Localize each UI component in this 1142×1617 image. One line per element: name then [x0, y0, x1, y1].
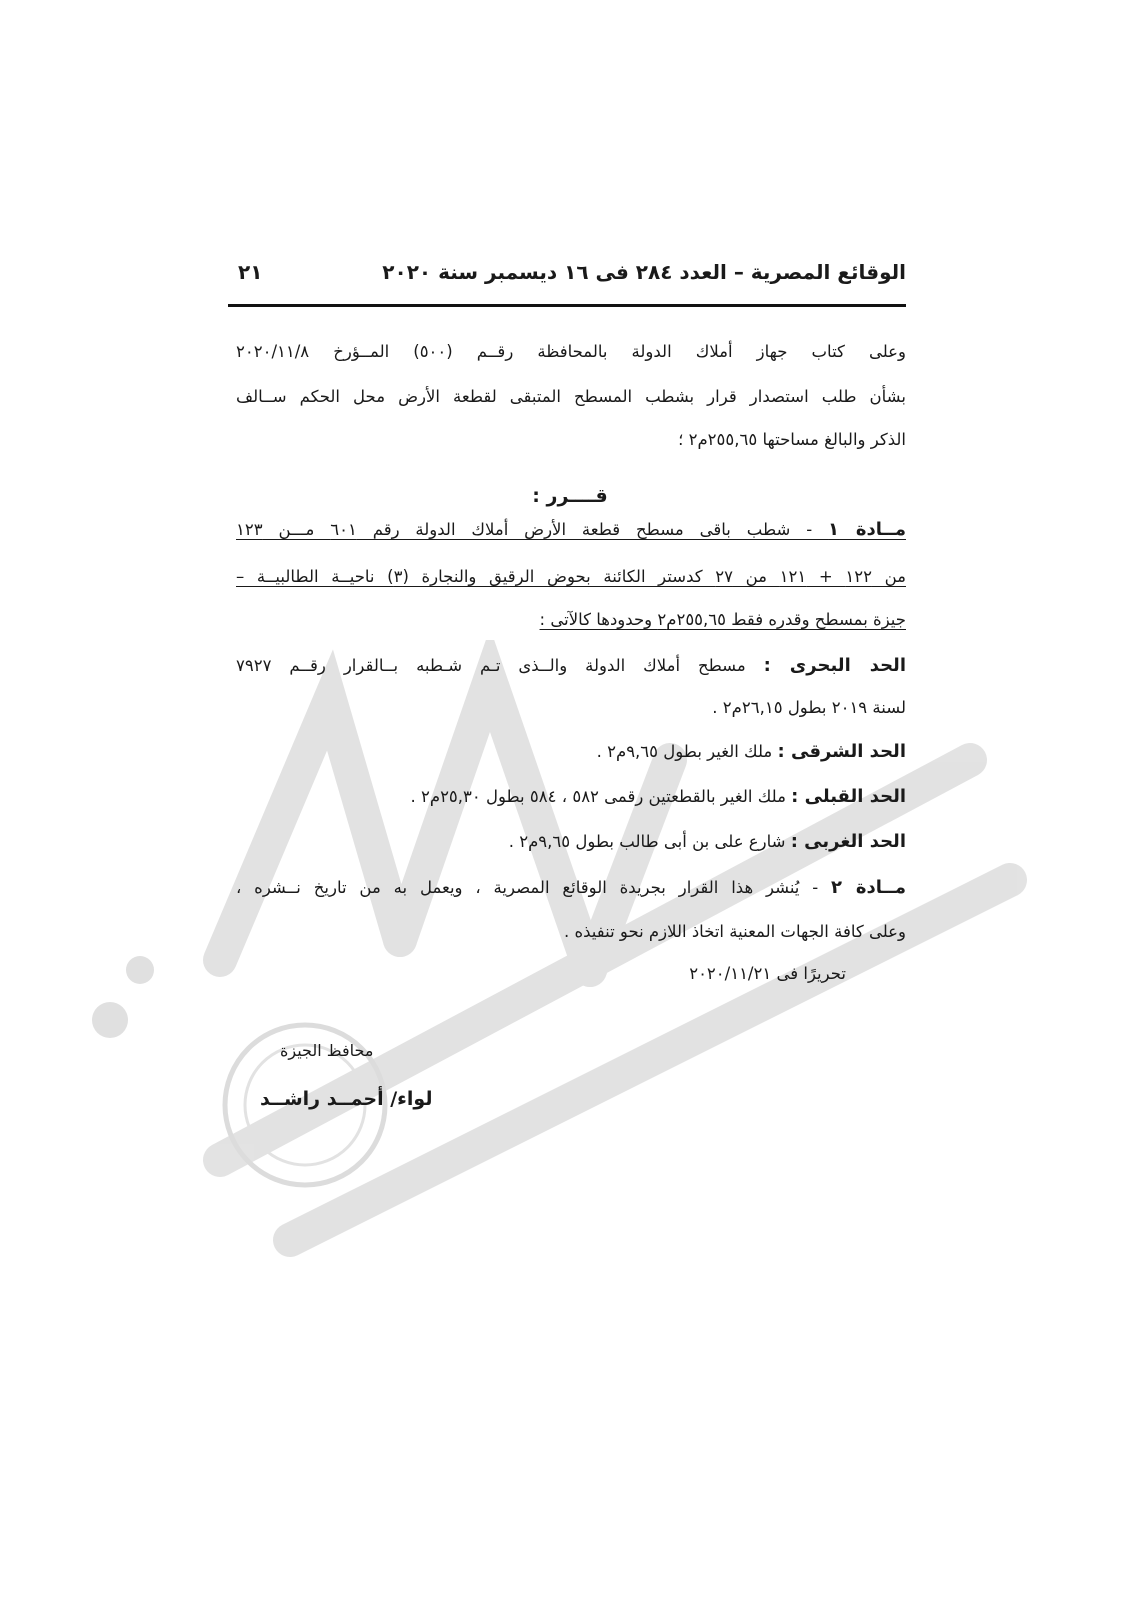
article-1-line-3: جيزة بمسطح وقدره فقط ٢٥٥,٦٥م٢ وحدودها كالآتى : [539, 610, 906, 629]
boundary-south [410, 785, 906, 809]
preamble-line-1: وعلى كتاب جهاز أملاك الدولة بالمحافظة رقــم (٥٠٠) المــؤرخ ٢٠٢٠/١١/٨ [236, 342, 906, 361]
boundary-north-text: مسطح أملاك الدولة والــذى تـم شـطبه بــالقرار رقــم ٧٩٢٧ [236, 656, 764, 675]
boundary-north-line-2: لسنة ٢٠١٩ بطول ٢٦,١٥م٢ . [712, 698, 906, 717]
boundary-north-label: الحد البحرى : [763, 655, 906, 676]
article-1-line-2: من ١٢٢ + ١٢١ من ٢٧ كدستر الكائنة بحوض الرقيق والنجارة (٣) ناحيــة الطالبيــة – [236, 567, 906, 586]
decree-heading: قــــرر : [532, 485, 608, 507]
article-1-label: مــادة ١ [828, 519, 906, 540]
boundary-east [597, 740, 906, 764]
boundary-west-text: شارع على بن أبى طالب بطول ٩,٦٥م٢ . [508, 832, 791, 851]
signature-title: محافظ الجيزة [280, 1041, 374, 1060]
page-header [228, 258, 906, 298]
header-title: الوقائع المصرية – العدد ٢٨٤ فى ١٦ ديسمبر سنة ٢٠٢٠ [382, 260, 906, 284]
preamble-line-2: بشأن طلب استصدار قرار بشطب المسطح المتبقى لقطعة الأرض محل الحكم ســالف [236, 387, 906, 406]
signature-name: لواء/ أحمــد راشــد [260, 1088, 433, 1110]
article-2-line-2: وعلى كافة الجهات المعنية اتخاذ اللازم نحو تنفيذه . [563, 922, 906, 941]
boundary-north-line-1 [236, 654, 906, 678]
preamble-line-3: الذكر والبالغ مساحتها ٢٥٥,٦٥م٢ ؛ [678, 430, 906, 449]
article-2-label: مــادة ٢ [831, 877, 906, 898]
article-1-line-1 [236, 518, 906, 542]
article-2-text: - يُنشر هذا القرار بجريدة الوقائع المصرية ، ويعمل به من تاريخ نــشره ، [236, 878, 832, 897]
page-number: ٢١ [238, 260, 263, 284]
article-2-line-1 [236, 876, 906, 900]
article-1-text: - شطب باقى مسطح قطعة الأرض أملاك الدولة رقم ٦٠١ مـــن ١٢٣ [236, 520, 829, 539]
boundary-south-text: ملك الغير بالقطعتين رقمى ٥٨٢ ، ٥٨٤ بطول ٢٥,٣٠م٢ . [410, 787, 792, 806]
boundary-west [509, 830, 906, 854]
boundary-south-label: الحد القبلى : [791, 786, 906, 807]
boundary-east-text: ملك الغير بطول ٩,٦٥م٢ . [596, 742, 778, 761]
boundary-west-label: الحد الغربى : [790, 831, 906, 852]
issue-date: تحريرًا فى ٢٠٢٠/١١/٢١ [689, 964, 846, 983]
boundary-east-label: الحد الشرقى : [777, 741, 906, 762]
header-divider [228, 304, 906, 307]
